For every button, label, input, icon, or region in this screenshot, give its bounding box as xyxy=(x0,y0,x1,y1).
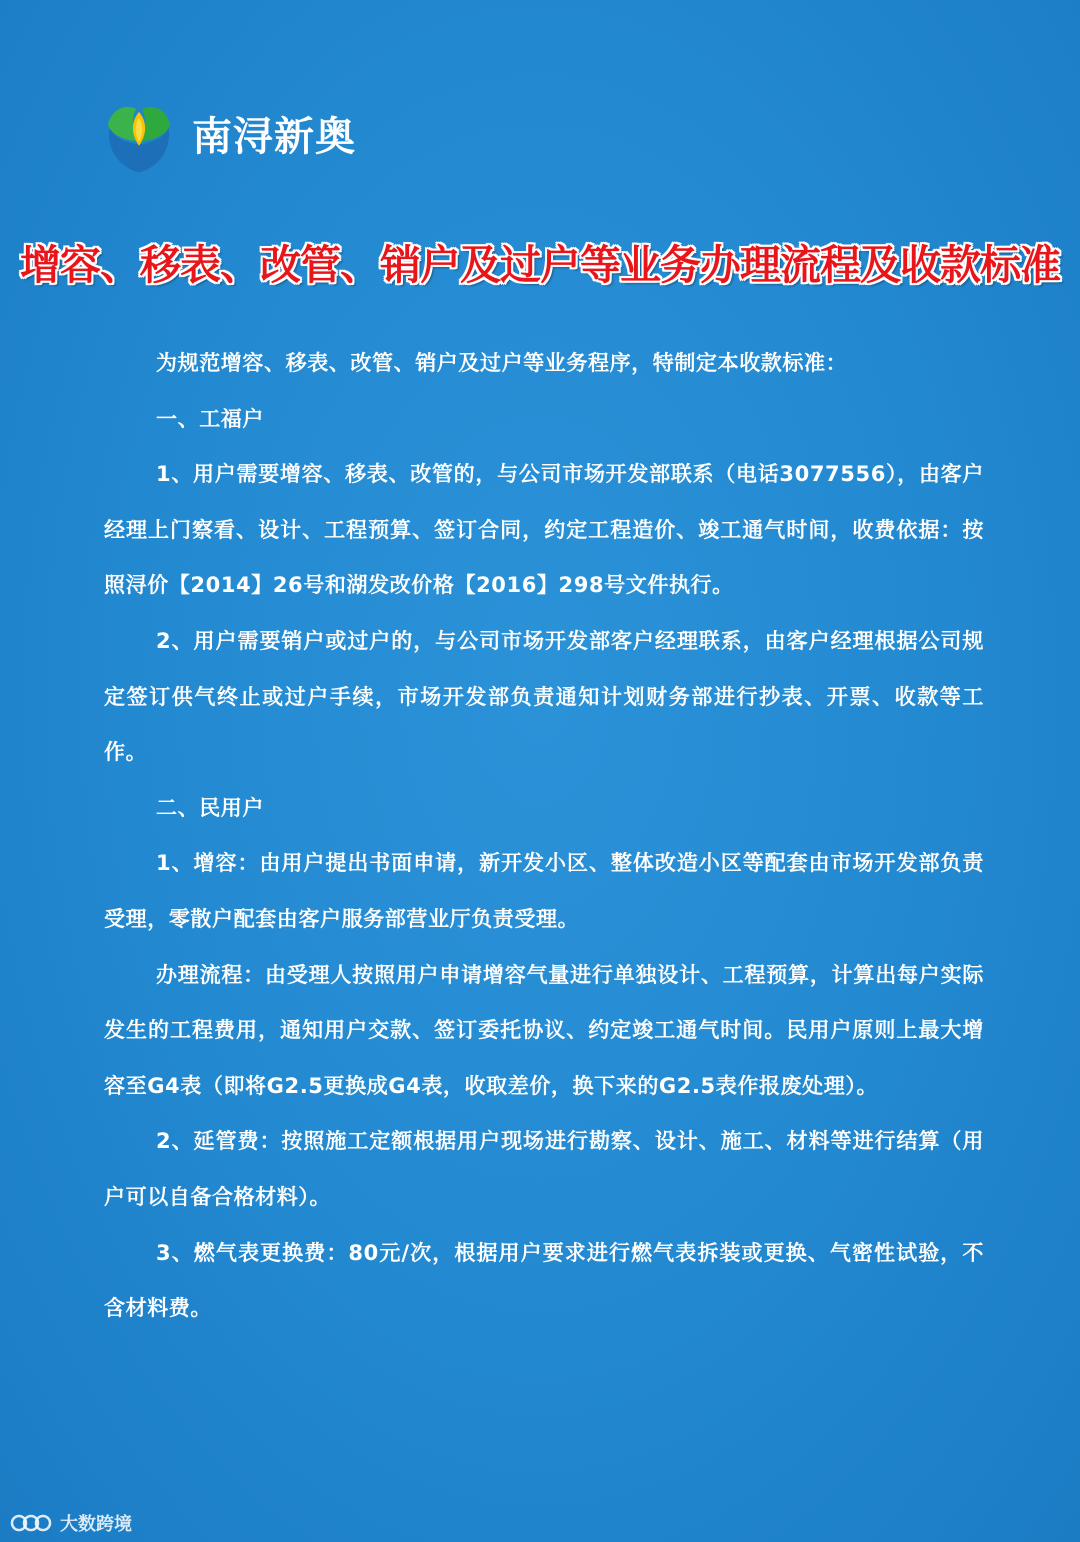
section-heading-residential: 二、民用户 xyxy=(156,795,264,820)
residential-item-2: 2、延管费：按照施工定额根据用户现场进行勘察、设计、施工、材料等进行结算（用户可以自备合格材料）。 xyxy=(104,1129,984,1209)
document-body xyxy=(104,336,984,1337)
watermark xyxy=(10,1510,132,1536)
watermark-text: 大数跨境 xyxy=(60,1514,132,1535)
intro-paragraph: 为规范增容、移表、改管、销户及过户等业务程序，特制定本收款标准： xyxy=(156,351,848,375)
residential-process: 办理流程：由受理人按照用户申请增容气量进行单独设计、工程预算，计算出每户实际发生的工程费用，通知用户交款、签订委托协议、约定竣工通气时间。民用户原则上最大增容至G4表（即将G2.5更换成G4表，收取差价，换下来的G2.5表作报废处理）。 xyxy=(104,962,984,1098)
brand-name: 南浔新奥 xyxy=(192,114,356,160)
industrial-item-2: 2、用户需要销户或过户的，与公司市场开发部客户经理联系，由客户经理根据公司规定签订供气终止或过户手续，市场开发部负责通知计划财务部进行抄表、开票、收款等工作。 xyxy=(104,628,984,765)
brand-logo xyxy=(102,100,356,174)
da-shu-logo-icon xyxy=(10,1512,54,1534)
section-heading-industrial: 一、工福户 xyxy=(156,406,264,431)
page-title: 增容、移表、改管、销户及过户等业务办理流程及收款标准 xyxy=(20,241,1060,289)
leaf-bud-logo-icon xyxy=(102,100,176,174)
residential-item-3: 3、燃气表更换费：80元/次，根据用户要求进行燃气表拆装或更换、气密性试验，不含材料费。 xyxy=(104,1240,984,1321)
residential-item-1: 1、增容：由用户提出书面申请，新开发小区、整体改造小区等配套由市场开发部负责受理，零散户配套由客户服务部营业厅负责受理。 xyxy=(104,851,984,931)
industrial-item-1: 1、用户需要增容、移表、改管的，与公司市场开发部联系（电话3077556），由客户经理上门察看、设计、工程预算、签订合同，约定工程造价、竣工通气时间，收费依据：按照浔价【2014】26号和湖发改价格【2016】298号文件执行。 xyxy=(104,462,984,598)
